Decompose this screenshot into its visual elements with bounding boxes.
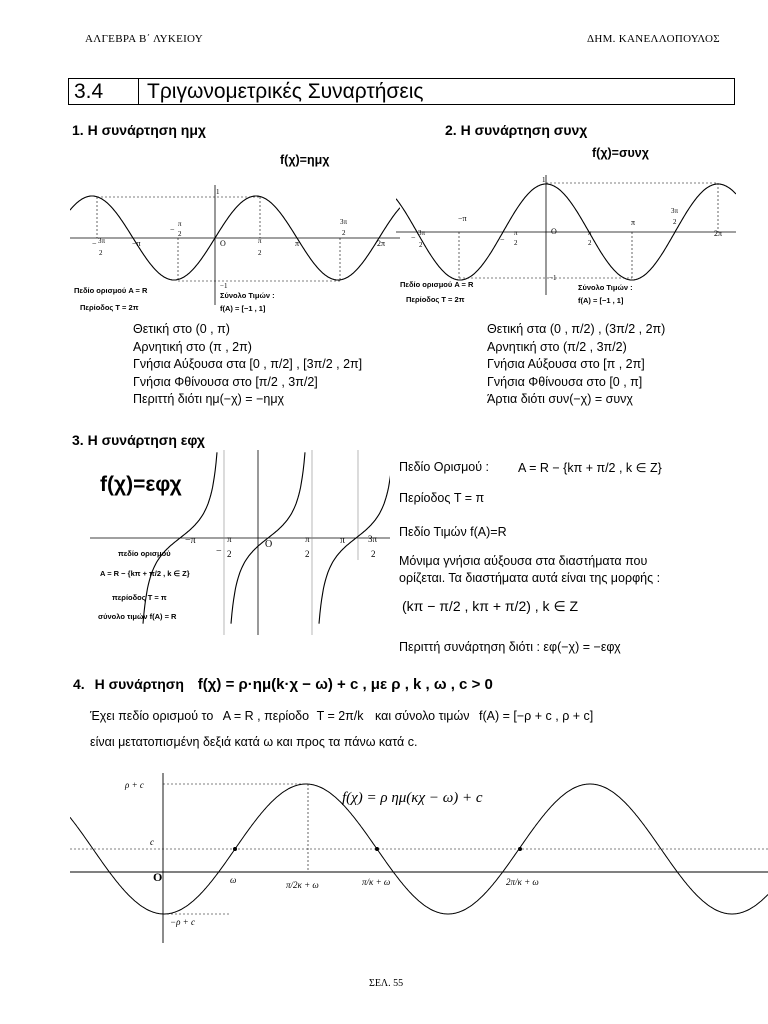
svg-text:π: π — [588, 229, 592, 237]
cos-heading: 2. Η συνάρτηση συνχ — [445, 122, 588, 138]
svg-text:−: − — [92, 239, 97, 248]
cos-range: f(A) = [−1 , 1] — [578, 296, 624, 305]
svg-text:−: − — [170, 225, 175, 234]
general-heading-text: Η συνάρτηση — [94, 676, 184, 692]
section-number: 3.4 — [69, 79, 139, 104]
cos-prop: Γνήσια Αύξουσα στο [π , 2π] — [487, 357, 645, 371]
tan-monotonic-1: Μόνιμα γνήσια αύξουσα στα διαστήματα που — [399, 554, 648, 568]
general-point — [233, 847, 237, 851]
sin-heading: 1. Η συνάρτηση ημχ — [72, 122, 206, 138]
general-label-x3: 2π/κ + ω — [506, 877, 539, 887]
general-domain: A = R — [222, 709, 254, 723]
section-title: Τριγωνομετρικές Συναρτήσεις — [147, 80, 424, 103]
svg-text:−π: −π — [185, 535, 196, 546]
tan-domain-label: Πεδίο Ορισμού : — [399, 460, 490, 474]
svg-text:π: π — [305, 534, 310, 544]
sin-properties — [133, 321, 362, 409]
tan-formula: f(χ)=εφχ — [100, 473, 182, 496]
svg-text:−: − — [500, 235, 505, 244]
general-label-x1: π/2κ + ω — [286, 880, 319, 890]
running-header-right: ΔΗΜ. ΚΑΝΕΛΛΟΠΟΥΛΟΣ — [586, 33, 720, 45]
cos-prop: Θετική στα (0 , π/2) , (3π/2 , 2π) — [487, 322, 666, 336]
sin-range: f(A) = [−1 , 1] — [220, 304, 266, 313]
svg-text:2π: 2π — [377, 239, 386, 248]
svg-text:2: 2 — [305, 549, 310, 559]
sin-period: Περίοδος T = 2π — [80, 303, 139, 312]
general-heading-number: 4. — [73, 676, 85, 692]
tan-heading: 3. Η συνάρτηση εφχ — [72, 432, 205, 448]
sin-prop: Αρνητική στο (π , 2π) — [133, 339, 252, 354]
svg-text:2: 2 — [342, 229, 346, 237]
general-label-x2: π/κ + ω — [362, 877, 391, 887]
sin-prop: Περιττή διότι ημ(−χ) = −ημχ — [133, 392, 285, 406]
general-line1-text: και σύνολο τιμών — [375, 709, 470, 723]
general-range: f(A) = [−ρ + c , ρ + c] — [479, 709, 594, 723]
svg-text:−1: −1 — [220, 282, 228, 290]
tan-mini-period: περίοδος T = π — [112, 593, 167, 602]
sin-formula: f(χ)=ημχ — [280, 153, 330, 167]
tan-odd: Περιττή συνάρτηση διότι : εφ(−χ) = −εφχ — [399, 640, 621, 654]
svg-text:3π: 3π — [368, 534, 378, 544]
cos-prop: Άρτια διότι συν(−χ) = συνχ — [487, 392, 633, 406]
general-graph-formula: f(χ) = ρ ημ(κχ − ω) + c — [342, 790, 483, 806]
svg-text:π: π — [340, 535, 346, 546]
svg-text:O: O — [265, 539, 273, 550]
svg-text:3π: 3π — [340, 218, 348, 226]
sin-range-label: Σύνολο Τιμών : — [220, 291, 275, 300]
section-title-box — [68, 78, 735, 105]
svg-text:3π: 3π — [671, 207, 679, 215]
general-point — [518, 847, 522, 851]
sin-prop: Γνήσια Φθίνουσα στο [π/2 , 3π/2] — [133, 374, 318, 389]
svg-text:2: 2 — [673, 218, 677, 226]
general-graph — [70, 768, 768, 948]
running-header-left: ΑΛΓΕΒΡΑ Β΄ ΛΥΚΕΙΟΥ — [85, 33, 203, 45]
svg-text:π: π — [178, 220, 182, 228]
tan-mini-domain-label: πεδίο ορισμού — [118, 549, 171, 558]
svg-text:π: π — [258, 237, 262, 245]
general-label-omega: ω — [230, 875, 237, 885]
svg-text:3π: 3π — [418, 229, 426, 237]
cos-properties — [487, 321, 665, 409]
svg-text:2: 2 — [178, 230, 182, 238]
tan-period: Περίοδος T = π — [399, 491, 485, 505]
svg-text:O: O — [551, 227, 557, 236]
svg-text:−: − — [216, 546, 222, 557]
cos-formula: f(χ)=συνχ — [592, 146, 649, 160]
svg-text:−π: −π — [132, 239, 141, 248]
svg-text:π: π — [514, 229, 518, 237]
general-line1 — [90, 709, 593, 723]
svg-text:2: 2 — [227, 549, 232, 559]
svg-text:2: 2 — [588, 239, 592, 247]
svg-text:2: 2 — [258, 249, 262, 257]
svg-text:2π: 2π — [714, 229, 723, 238]
svg-text:1: 1 — [216, 188, 220, 196]
svg-text:π: π — [631, 218, 636, 227]
sin-prop: Γνήσια Αύξουσα στα [0 , π/2] , [3π/2 , 2π] — [133, 357, 363, 371]
tan-monotonic-2: ορίζεται. Τα διαστήματα αυτά είναι της μορφής : — [399, 571, 661, 585]
svg-text:O: O — [220, 239, 226, 248]
cos-prop: Γνήσια Φθίνουσα στο [0 , π] — [487, 374, 643, 389]
tan-interval: (kπ − π/2 , kπ + π/2) , k ∈ Z — [402, 598, 579, 614]
cos-domain: Πεδίο ορισμού A = R — [400, 280, 474, 289]
sin-domain: Πεδίο ορισμού A = R — [74, 286, 148, 295]
page-footer: ΣΕΛ. 55 — [369, 978, 404, 989]
general-label-top: ρ + c — [125, 780, 144, 790]
svg-text:−1: −1 — [549, 274, 557, 282]
tan-mini-domain: A = R − {kπ + π/2 , k ∈ Z} — [100, 569, 190, 578]
tan-range: Πεδίο Τιμών f(A)=R — [399, 525, 507, 539]
svg-text:2: 2 — [419, 241, 423, 249]
svg-text:π: π — [295, 239, 300, 248]
cos-prop: Αρνητική στο (π/2 , 3π/2) — [487, 339, 627, 354]
svg-text:1: 1 — [542, 176, 546, 184]
general-line1-text: Έχει πεδίο ορισμού το — [90, 709, 214, 723]
general-line2: είναι μετατοπισμένη δεξιά κατά ω και προς τα πάνω κατά c. — [90, 735, 418, 749]
general-line1-text: , περίοδο — [257, 709, 310, 723]
general-label-c: c — [150, 837, 154, 847]
general-heading-formula: f(χ) = ρ·ημ(k·χ − ω) + c , με ρ , k , ω , c > 0 — [197, 676, 493, 693]
svg-text:2: 2 — [99, 249, 103, 257]
tan-domain-set: A = R − {kπ + π/2 , k ∈ Z} — [518, 461, 662, 475]
general-heading — [73, 676, 493, 693]
svg-text:−: − — [411, 233, 416, 242]
general-label-bottom: −ρ + c — [170, 917, 195, 927]
cos-range-label: Σύνολο Τιμών : — [578, 283, 633, 292]
svg-text:π: π — [227, 534, 232, 544]
sin-prop: Θετική στο (0 , π) — [133, 322, 230, 336]
svg-text:2: 2 — [371, 549, 376, 559]
general-period: T = 2π/k — [316, 709, 364, 723]
tan-graph — [90, 450, 390, 635]
tan-mini-range: σύνολο τιμών f(A) = R — [98, 612, 177, 621]
svg-text:−π: −π — [458, 214, 467, 223]
svg-text:3π: 3π — [98, 237, 106, 245]
general-point — [375, 847, 379, 851]
svg-text:2: 2 — [514, 239, 518, 247]
general-label-origin: O — [153, 870, 163, 884]
cos-period: Περίοδος T = 2π — [406, 295, 465, 304]
